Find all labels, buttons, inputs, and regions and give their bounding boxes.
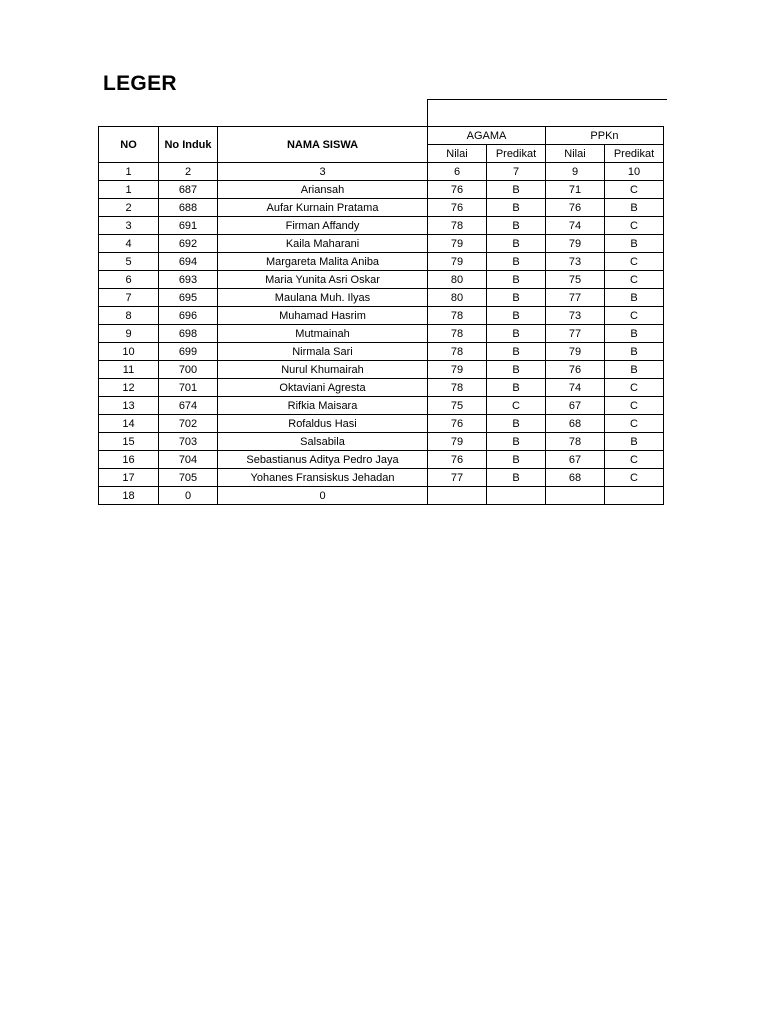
cell-no-induk: 688: [159, 199, 218, 217]
cell-ppkn-nilai: [546, 487, 605, 505]
cell-no: 13: [99, 397, 159, 415]
cell-no: 2: [99, 199, 159, 217]
table-row: [99, 181, 664, 199]
cell-ppkn-predikat: B: [605, 361, 664, 379]
page-title: LEGER: [103, 72, 177, 95]
cell-no-induk: 702: [159, 415, 218, 433]
cell-ppkn-nilai: 68: [546, 469, 605, 487]
cell-no-induk: 693: [159, 271, 218, 289]
cell-ppkn-predikat: C: [605, 181, 664, 199]
cell-ppkn-nilai: 79: [546, 343, 605, 361]
table-row: [99, 361, 664, 379]
cell-nama-siswa: Margareta Malita Aniba: [218, 253, 428, 271]
header-nama-siswa: NAMA SISWA: [218, 127, 428, 163]
table-row: [99, 289, 664, 307]
cell-agama-predikat: B: [487, 379, 546, 397]
cell-no-induk: 694: [159, 253, 218, 271]
cell-ppkn-predikat: C: [605, 451, 664, 469]
cell-no: 16: [99, 451, 159, 469]
cell-agama-nilai: 75: [428, 397, 487, 415]
cell-agama-nilai: 78: [428, 343, 487, 361]
cell-no: 5: [99, 253, 159, 271]
cell-ppkn-nilai: 76: [546, 361, 605, 379]
cell-agama-predikat: B: [487, 451, 546, 469]
table-row: [99, 271, 664, 289]
cell-ppkn-nilai: 73: [546, 307, 605, 325]
cell-no-induk: 692: [159, 235, 218, 253]
col-number: 1: [99, 163, 159, 181]
cell-ppkn-predikat: B: [605, 325, 664, 343]
table-row: [99, 469, 664, 487]
cell-nama-siswa: Rofaldus Hasi: [218, 415, 428, 433]
cell-no-induk: 687: [159, 181, 218, 199]
cell-ppkn-predikat: C: [605, 271, 664, 289]
cell-no-induk: 705: [159, 469, 218, 487]
cell-agama-predikat: B: [487, 217, 546, 235]
cell-ppkn-predikat: C: [605, 253, 664, 271]
cell-agama-nilai: 80: [428, 289, 487, 307]
cell-ppkn-nilai: 73: [546, 253, 605, 271]
cell-agama-nilai: 79: [428, 433, 487, 451]
cell-no: 7: [99, 289, 159, 307]
cell-ppkn-predikat: B: [605, 343, 664, 361]
col-number: 10: [605, 163, 664, 181]
cell-no-induk: 703: [159, 433, 218, 451]
cell-nama-siswa: Yohanes Fransiskus Jehadan: [218, 469, 428, 487]
cell-nama-siswa: Salsabila: [218, 433, 428, 451]
cell-no: 18: [99, 487, 159, 505]
cell-ppkn-predikat: B: [605, 433, 664, 451]
cell-agama-nilai: 76: [428, 451, 487, 469]
cell-ppkn-predikat: B: [605, 199, 664, 217]
cell-ppkn-predikat: [605, 487, 664, 505]
cell-agama-nilai: 79: [428, 235, 487, 253]
cell-nama-siswa: Oktaviani Agresta: [218, 379, 428, 397]
cell-no-induk: 691: [159, 217, 218, 235]
cell-agama-predikat: B: [487, 325, 546, 343]
cell-nama-siswa: 0: [218, 487, 428, 505]
header-empty-box: [427, 99, 667, 126]
cell-agama-predikat: B: [487, 181, 546, 199]
cell-ppkn-nilai: 74: [546, 217, 605, 235]
cell-nama-siswa: Mutmainah: [218, 325, 428, 343]
cell-ppkn-nilai: 67: [546, 397, 605, 415]
cell-no: 4: [99, 235, 159, 253]
cell-no: 6: [99, 271, 159, 289]
cell-agama-nilai: 76: [428, 199, 487, 217]
cell-agama-nilai: 79: [428, 253, 487, 271]
cell-ppkn-predikat: C: [605, 217, 664, 235]
cell-agama-predikat: B: [487, 469, 546, 487]
header-ppkn-nilai: Nilai: [546, 145, 605, 163]
cell-ppkn-nilai: 78: [546, 433, 605, 451]
cell-agama-nilai: 78: [428, 307, 487, 325]
cell-agama-predikat: B: [487, 307, 546, 325]
cell-ppkn-nilai: 75: [546, 271, 605, 289]
cell-agama-predikat: B: [487, 415, 546, 433]
cell-ppkn-nilai: 67: [546, 451, 605, 469]
table-row: [99, 217, 664, 235]
cell-agama-nilai: 78: [428, 217, 487, 235]
cell-nama-siswa: Aufar Kurnain Pratama: [218, 199, 428, 217]
header-no: NO: [99, 127, 159, 163]
cell-nama-siswa: Rifkia Maisara: [218, 397, 428, 415]
cell-nama-siswa: Sebastianus Aditya Pedro Jaya: [218, 451, 428, 469]
cell-agama-predikat: B: [487, 271, 546, 289]
table-row: [99, 199, 664, 217]
cell-nama-siswa: Nirmala Sari: [218, 343, 428, 361]
cell-no: 15: [99, 433, 159, 451]
cell-agama-nilai: 80: [428, 271, 487, 289]
cell-nama-siswa: Maria Yunita Asri Oskar: [218, 271, 428, 289]
cell-ppkn-nilai: 71: [546, 181, 605, 199]
cell-agama-predikat: C: [487, 397, 546, 415]
cell-agama-predikat: B: [487, 199, 546, 217]
cell-nama-siswa: Ariansah: [218, 181, 428, 199]
col-number: 6: [428, 163, 487, 181]
cell-ppkn-nilai: 77: [546, 325, 605, 343]
cell-no-induk: 696: [159, 307, 218, 325]
leger-table: [98, 126, 664, 505]
cell-agama-nilai: 76: [428, 181, 487, 199]
header-row-col-numbers: [99, 163, 664, 181]
table-row: [99, 451, 664, 469]
cell-agama-predikat: B: [487, 235, 546, 253]
cell-agama-predikat: B: [487, 289, 546, 307]
cell-ppkn-predikat: C: [605, 415, 664, 433]
cell-ppkn-nilai: 79: [546, 235, 605, 253]
col-number: 2: [159, 163, 218, 181]
cell-no-induk: 674: [159, 397, 218, 415]
cell-agama-predikat: B: [487, 361, 546, 379]
table-row: [99, 307, 664, 325]
cell-agama-predikat: B: [487, 343, 546, 361]
header-subject-agama: AGAMA: [428, 127, 546, 145]
col-number: 3: [218, 163, 428, 181]
cell-ppkn-nilai: 74: [546, 379, 605, 397]
cell-no: 12: [99, 379, 159, 397]
cell-no: 11: [99, 361, 159, 379]
cell-ppkn-predikat: B: [605, 235, 664, 253]
col-number: 7: [487, 163, 546, 181]
header-row-subjects: [99, 127, 664, 145]
cell-no: 3: [99, 217, 159, 235]
table-row: [99, 235, 664, 253]
cell-ppkn-nilai: 68: [546, 415, 605, 433]
cell-nama-siswa: Firman Affandy: [218, 217, 428, 235]
cell-ppkn-predikat: C: [605, 379, 664, 397]
table-row: [99, 397, 664, 415]
cell-no-induk: 698: [159, 325, 218, 343]
cell-ppkn-nilai: 77: [546, 289, 605, 307]
cell-nama-siswa: Maulana Muh. Ilyas: [218, 289, 428, 307]
cell-agama-nilai: 78: [428, 379, 487, 397]
cell-ppkn-predikat: B: [605, 289, 664, 307]
cell-agama-nilai: [428, 487, 487, 505]
cell-no-induk: 699: [159, 343, 218, 361]
header-agama-predikat: Predikat: [487, 145, 546, 163]
cell-no-induk: 695: [159, 289, 218, 307]
col-number: 9: [546, 163, 605, 181]
cell-ppkn-predikat: C: [605, 469, 664, 487]
cell-agama-nilai: 78: [428, 325, 487, 343]
cell-nama-siswa: Muhamad Hasrim: [218, 307, 428, 325]
header-subject-ppkn: PPKn: [546, 127, 664, 145]
table-row: [99, 253, 664, 271]
cell-agama-nilai: 76: [428, 415, 487, 433]
table-row: [99, 343, 664, 361]
cell-no-induk: 704: [159, 451, 218, 469]
cell-no: 14: [99, 415, 159, 433]
table-row: [99, 379, 664, 397]
header-no-induk: No Induk: [159, 127, 218, 163]
cell-no: 8: [99, 307, 159, 325]
cell-no-induk: 700: [159, 361, 218, 379]
cell-agama-nilai: 77: [428, 469, 487, 487]
cell-nama-siswa: Kaila Maharani: [218, 235, 428, 253]
table-row: [99, 433, 664, 451]
cell-agama-nilai: 79: [428, 361, 487, 379]
cell-no: 1: [99, 181, 159, 199]
header-agama-nilai: Nilai: [428, 145, 487, 163]
table-row: [99, 325, 664, 343]
cell-no-induk: 701: [159, 379, 218, 397]
cell-nama-siswa: Nurul Khumairah: [218, 361, 428, 379]
cell-no: 17: [99, 469, 159, 487]
cell-no-induk: 0: [159, 487, 218, 505]
cell-ppkn-predikat: C: [605, 307, 664, 325]
cell-agama-predikat: B: [487, 433, 546, 451]
cell-no: 10: [99, 343, 159, 361]
cell-no: 9: [99, 325, 159, 343]
header-ppkn-predikat: Predikat: [605, 145, 664, 163]
cell-ppkn-nilai: 76: [546, 199, 605, 217]
table-row: [99, 415, 664, 433]
table-row: [99, 487, 664, 505]
cell-agama-predikat: B: [487, 253, 546, 271]
cell-agama-predikat: [487, 487, 546, 505]
cell-ppkn-predikat: C: [605, 397, 664, 415]
